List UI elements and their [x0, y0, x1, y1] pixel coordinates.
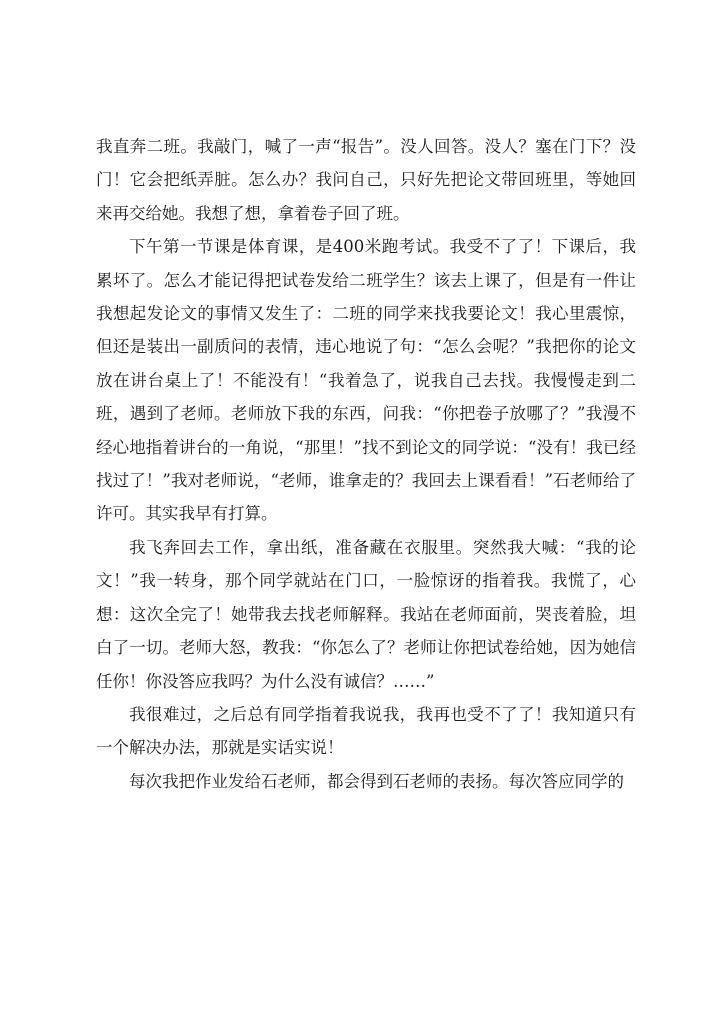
- document-body: [96, 130, 636, 798]
- paragraph-1: 我直奔二班。我敲门，喊了一声“报告”。没人回答。没人？塞在门下？没门！它会把纸弄脏。怎么办？我问自己，只好先把论文带回班里，等她回来再交给她。我想了想，拿着卷子回了班。: [96, 137, 636, 223]
- paragraph-5: 每次我把作业发给石老师，都会得到石老师的表扬。每次答应同学的: [129, 771, 624, 791]
- paragraph-3: 我飞奔回去工作，拿出纸，准备藏在衣服里。突然我大喊：“我的论文！”我一转身，那个同学就站在门口，一脸惊讶的指着我。我慌了，心想：这次全完了！她带我去找老师解释。我站在老师面前，哭丧着脸，坦白了一切。老师大怒，教我：“你怎么了？老师让你把试卷给她，因为她信任你！你没答应我吗？为什么没有诚信？……”: [96, 537, 636, 691]
- paragraph-4: 我很难过，之后总有同学指着我说我，我再也受不了了！我知道只有一个解决办法，那就是实话实说！: [96, 704, 636, 758]
- paragraph-2: 下午第一节课是体育课，是400米跑考试。我受不了了！下课后，我累坏了。怎么才能记得把试卷发给二班学生？该去上课了，但是有一件让我想起发论文的事情又发生了：二班的同学来找我要论文！我心里震惊，但还是装出一副质问的表情，违心地说了句：“怎么会呢？”我把你的论文放在讲台桌上了！不能没有！“我着急了，说我自己去找。我慢慢走到二班，遇到了老师。老师放下我的东西，问我：“你把卷子放哪了？”我漫不经心地指着讲台的一角说，“那里！”找不到论文的同学说：“没有！我已经找过了！”我对老师说，“老师，谁拿走的？我回去上课看看！”石老师给了许可。其实我早有打算。: [96, 237, 636, 524]
